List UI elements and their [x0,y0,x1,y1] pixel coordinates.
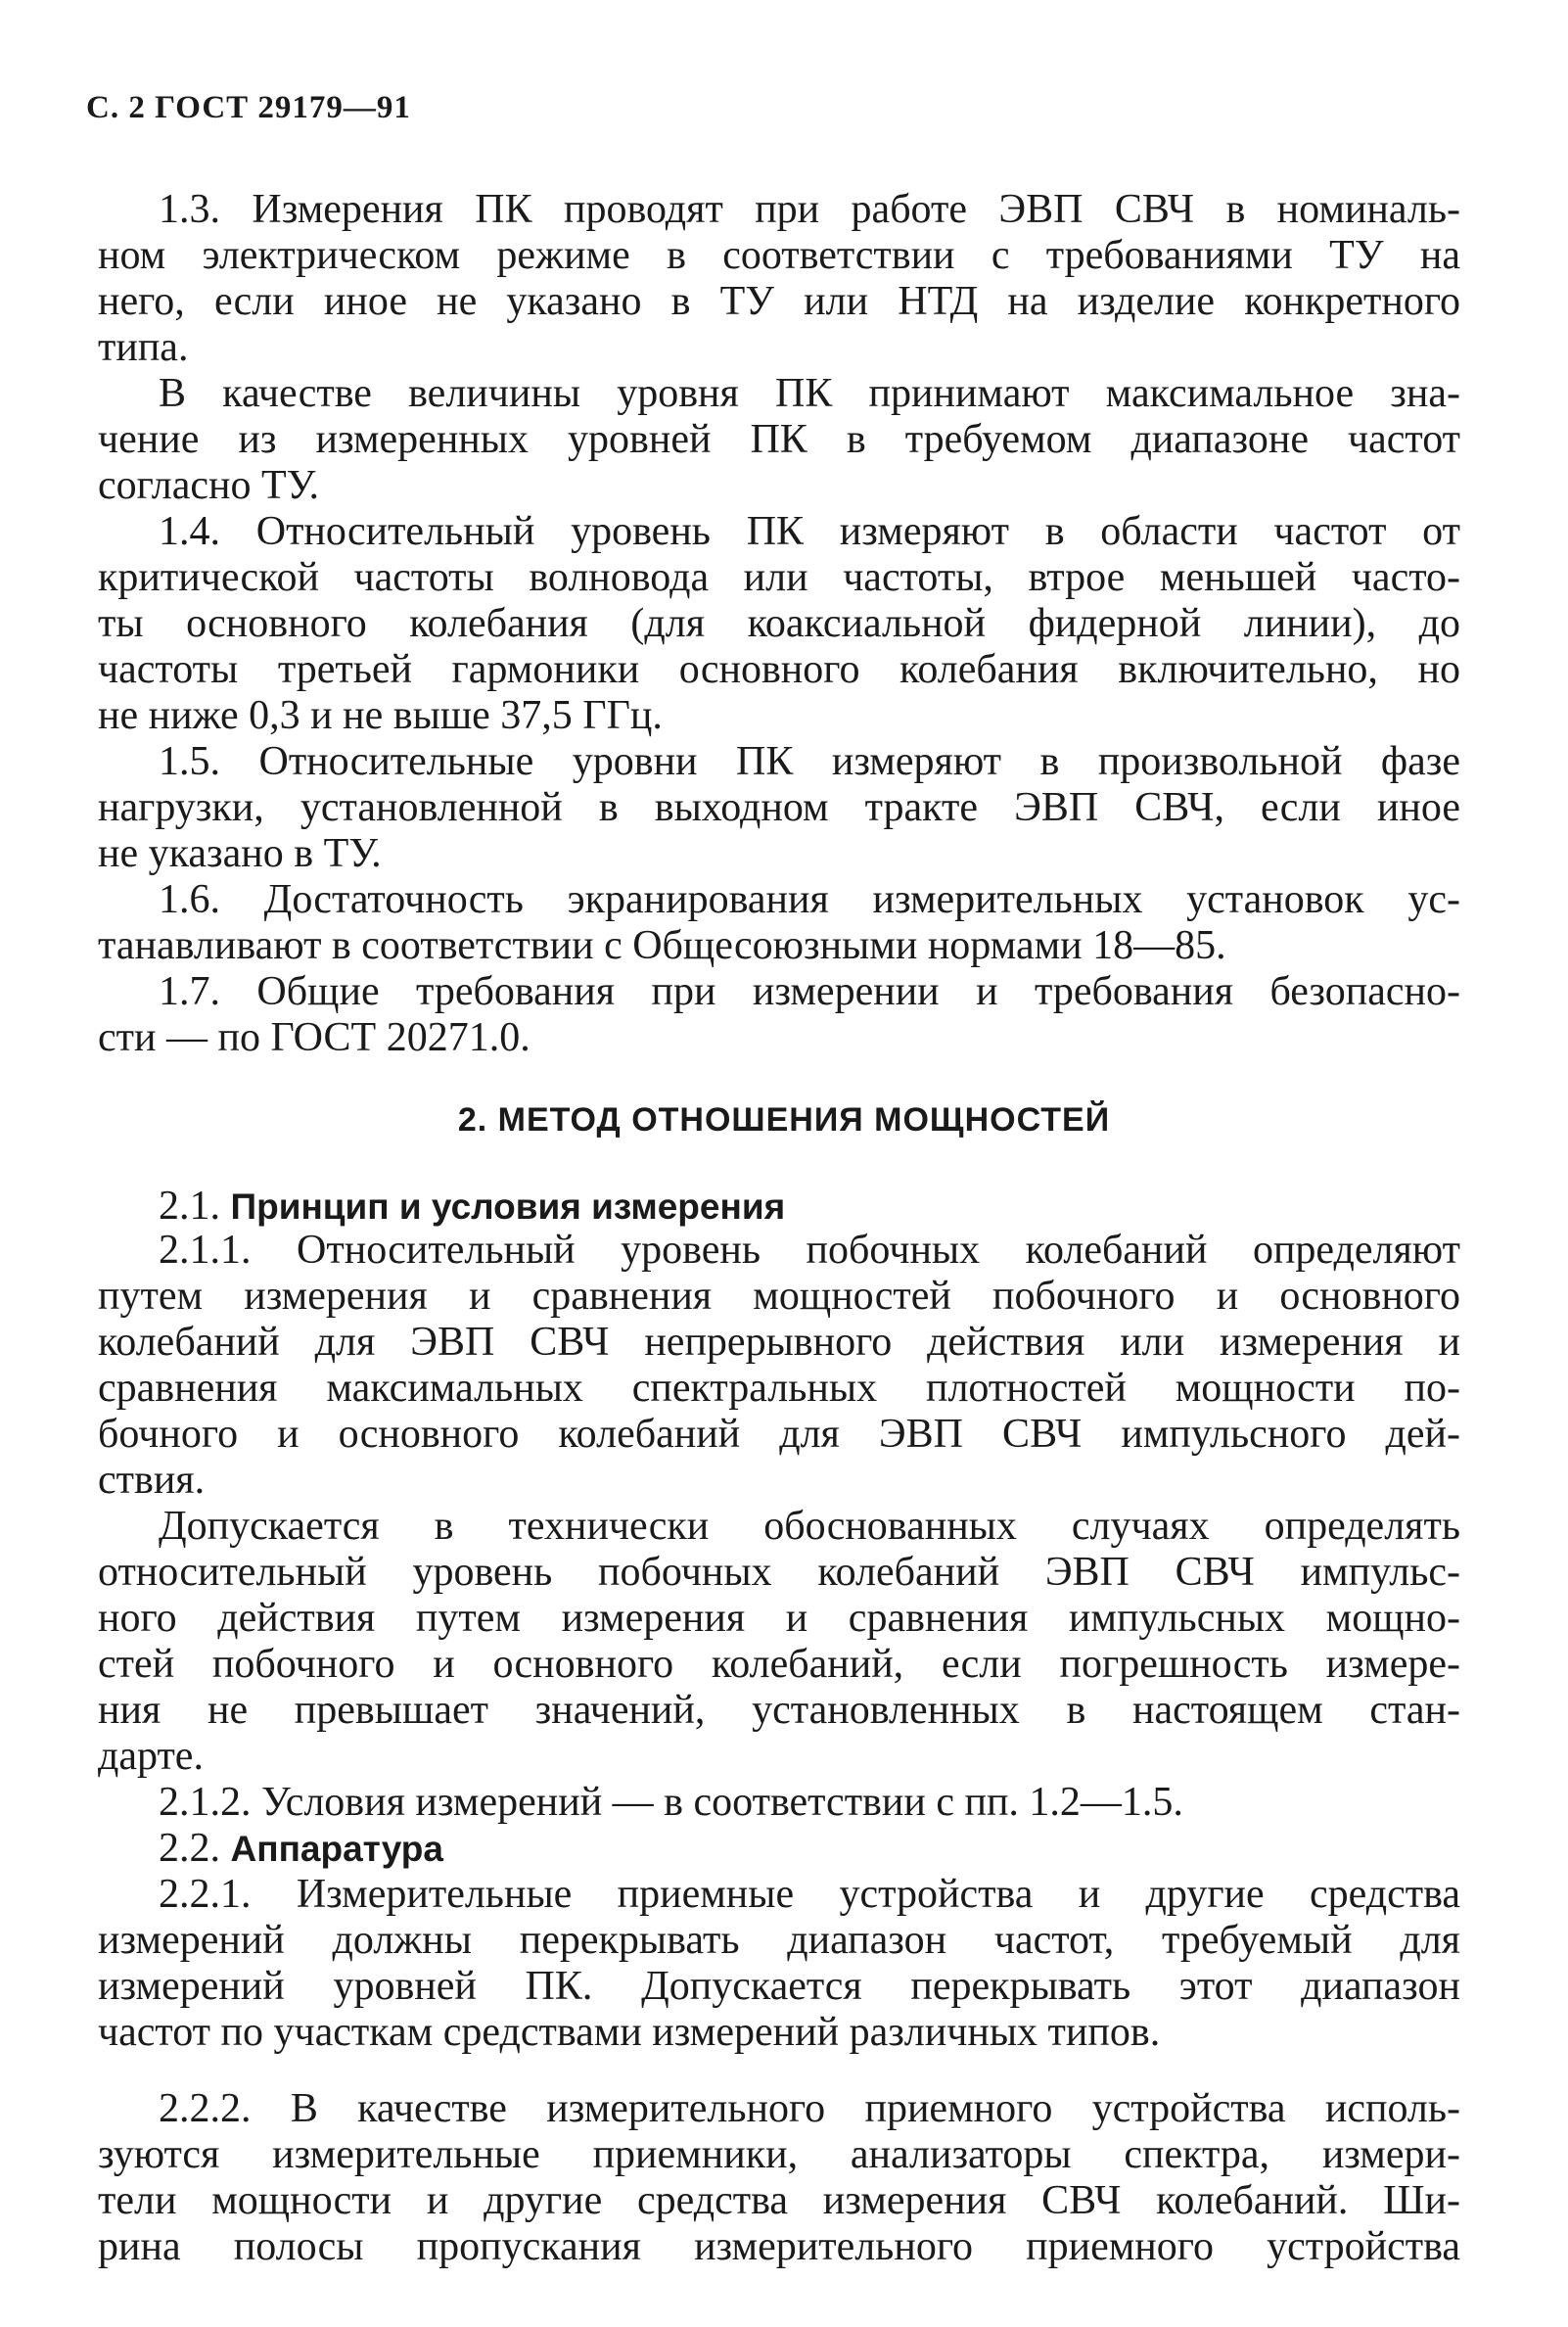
subsection-heading [159,1183,785,1231]
paragraph-line: не ниже 0,3 и не выше 37,5 ГГц. [98,693,663,738]
paragraph-line: 2.2.1. Измерительные приемные устройства и другие средства [159,1872,1460,1917]
paragraph-line: него, если иное не указано в ТУ или НТД на изделие конкретного [98,279,1460,324]
paragraph-line: рина полосы пропускания измерительного приемного устройства [98,2224,1460,2269]
paragraph-line: дарте. [98,1734,204,1779]
paragraph-line: 1.6. Достаточность экранирования измерительных установок ус- [159,877,1460,922]
paragraph-line: 1.5. Относительные уровни ПК измеряют в произвольной фазе [159,739,1460,784]
paragraph-line: ного действия путем измерения и сравнения импульсных мощно- [98,1596,1460,1641]
paragraph-line: частоты третьей гармоники основного колебания включительно, но [98,647,1460,692]
paragraph-line: ном электрическом режиме в соответствии с требованиями ТУ на [98,233,1460,278]
paragraph-line: 2.1.2. Условия измерений — в соответствии с пп. 1.2—1.5. [159,1780,1183,1825]
running-header: С. 2 ГОСТ 29179—91 [86,90,411,125]
paragraph-line: танавливают в соответствии с Общесоюзными нормами 18—85. [98,923,1226,968]
paragraph-line: ствия. [98,1458,206,1503]
paragraph-line: относительный уровень побочных колебаний ЭВП СВЧ импульс- [98,1550,1460,1595]
paragraph-line: не указано в ТУ. [98,831,382,876]
paragraph-line: Допускается в технически обоснованных случаях определять [159,1504,1460,1549]
subsection-number: 2.1. [159,1184,220,1229]
paragraph-line: 1.7. Общие требования при измерении и требования безопасно- [159,969,1460,1014]
paragraph-line: измерений уровней ПК. Допускается перекрывать этот диапазон [98,1964,1460,2009]
paragraph-line: чение из измеренных уровней ПК в требуемом диапазоне частот [98,417,1460,462]
paragraph-line: зуются измерительные приемники, анализаторы спектра, измери- [98,2132,1460,2177]
section-heading: 2. МЕТОД ОТНОШЕНИЯ МОЩНОСТЕЙ [457,1101,1111,1139]
paragraph-line: тели мощности и другие средства измерения СВЧ колебаний. Ши- [98,2178,1460,2223]
paragraph-line: стей побочного и основного колебаний, если погрешность измере- [98,1642,1460,1687]
paragraph-line: 2.1.1. Относительный уровень побочных колебаний определяют [159,1228,1460,1273]
paragraph-line: измерений должны перекрывать диапазон частот, требуемый для [98,1918,1460,1963]
paragraph-line: частот по участкам средствами измерений различных типов. [98,2010,1161,2055]
paragraph-line: В качестве величины уровня ПК принимают максимальное зна- [159,371,1460,416]
subsection-heading [159,1825,443,1873]
paragraph-line: ния не превышает значений, установленных в настоящем стан- [98,1688,1460,1733]
paragraph-line: согласно ТУ. [98,463,319,508]
subsection-title: Принцип и условия измерения [230,1187,786,1227]
subsection-number: 2.2. [159,1826,220,1871]
paragraph-line: критической частоты волновода или частоты, втрое меньшей часто- [98,555,1460,600]
subsection-title: Аппаратура [230,1829,443,1869]
paragraph-line: сравнения максимальных спектральных плотностей мощности по- [98,1366,1460,1411]
paragraph-line: типа. [98,325,189,370]
paragraph-line: нагрузки, установленной в выходном тракте ЭВП СВЧ, если иное [98,785,1460,830]
paragraph-line: 1.4. Относительный уровень ПК измеряют в области частот от [159,509,1460,554]
paragraph-line: колебаний для ЭВП СВЧ непрерывного действия или измерения и [98,1320,1460,1365]
paragraph-line: ты основного колебания (для коаксиальной фидерной линии), до [98,601,1460,646]
paragraph-line: путем измерения и сравнения мощностей побочного и основного [98,1274,1460,1319]
paragraph-line: 1.3. Измерения ПК проводят при работе ЭВП СВЧ в номиналь- [159,187,1460,232]
paragraph-line: сти — по ГОСТ 20271.0. [98,1015,530,1060]
paragraph-line: бочного и основного колебаний для ЭВП СВЧ импульсного дей- [98,1412,1460,1457]
paragraph-line: 2.2.2. В качестве измерительного приемного устройства исполь- [159,2086,1460,2131]
